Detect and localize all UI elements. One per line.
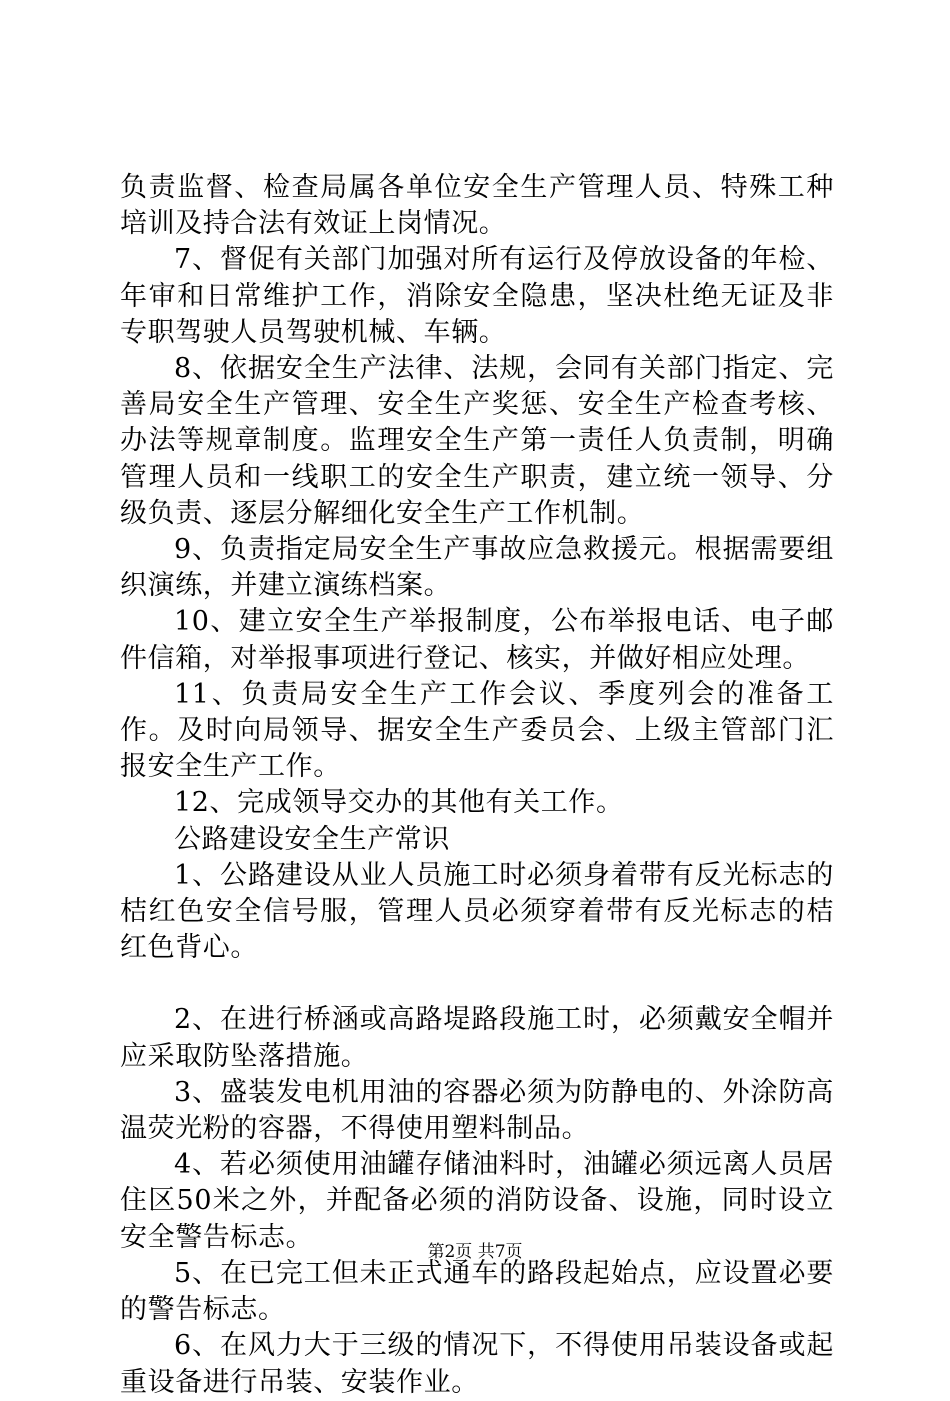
paragraph-item-11: 11、负责局安全生产工作会议、季度列会的准备工作。及时向局领导、据安全生产委员会、上级主管部门汇报安全生产工作。 [120, 678, 834, 783]
paragraph-item-7: 7、督促有关部门加强对所有运行及停放设备的年检、年审和日常维护工作，消除安全隐患，坚决杜绝无证及非专职驾驶人员驾驶机械、车辆。 [120, 244, 834, 348]
paragraph-rule-1: 1、公路建设从业人员施工时必须身着带有反光标志的桔红色安全信号服，管理人员必须穿着带有反光标志的桔红色背心。 [120, 859, 834, 964]
paragraph-item-12: 12、完成领导交办的其他有关工作。 [174, 787, 624, 819]
paragraph-item-8: 8、依据安全生产法律、法规，会同有关部门指定、完善局安全生产管理、安全生产奖惩、安全生产检查考核、办法等规章制度。监理安全生产第一责任人负责制，明确管理人员和一线职工的安全生产职责，建立统一领导、分级负责、逐层分解细化安全生产工作机制。 [120, 353, 834, 529]
paragraph-rule-2: 2、在进行桥涵或高路堤路段施工时，必须戴安全帽并应采取防坠落措施。 [120, 1004, 834, 1072]
paragraph-rule-5: 5、在已完工但未正式通车的路段起始点，应设置必要的警告标志。 [120, 1257, 834, 1326]
paragraph-item-10: 10、建立安全生产举报制度，公布举报电话、电子邮件信箱，对举报事项进行登记、核实，并做好相应处理。 [120, 606, 834, 674]
section-heading: 公路建设安全生产常识 [174, 823, 450, 855]
page-number-footer: 第2页 共7页 [427, 1242, 523, 1262]
paragraph-rule-4: 4、若必须使用油罐存储油料时，油罐必须远离人员居住区50米之外，并配备必须的消防设备、设施，同时设立安全警告标志。 [120, 1149, 834, 1253]
document-body [120, 170, 834, 1401]
paragraph-rule-6: 6、在风力大于三级的情况下，不得使用吊装设备或起重设备进行吊装、安装作业。 [120, 1330, 834, 1398]
paragraph-continuation: 负责监督、检查局属各单位安全生产管理人员、特殊工种培训及持合法有效证上岗情况。 [120, 172, 834, 240]
paragraph-rule-3: 3、盛装发电机用油的容器必须为防静电的、外涂防高温荧光粉的容器，不得使用塑料制品。 [120, 1076, 834, 1145]
paragraph-item-9: 9、负责指定局安全生产事故应急救援元。根据需要组织演练，并建立演练档案。 [120, 534, 834, 602]
blank-line [120, 966, 834, 1002]
